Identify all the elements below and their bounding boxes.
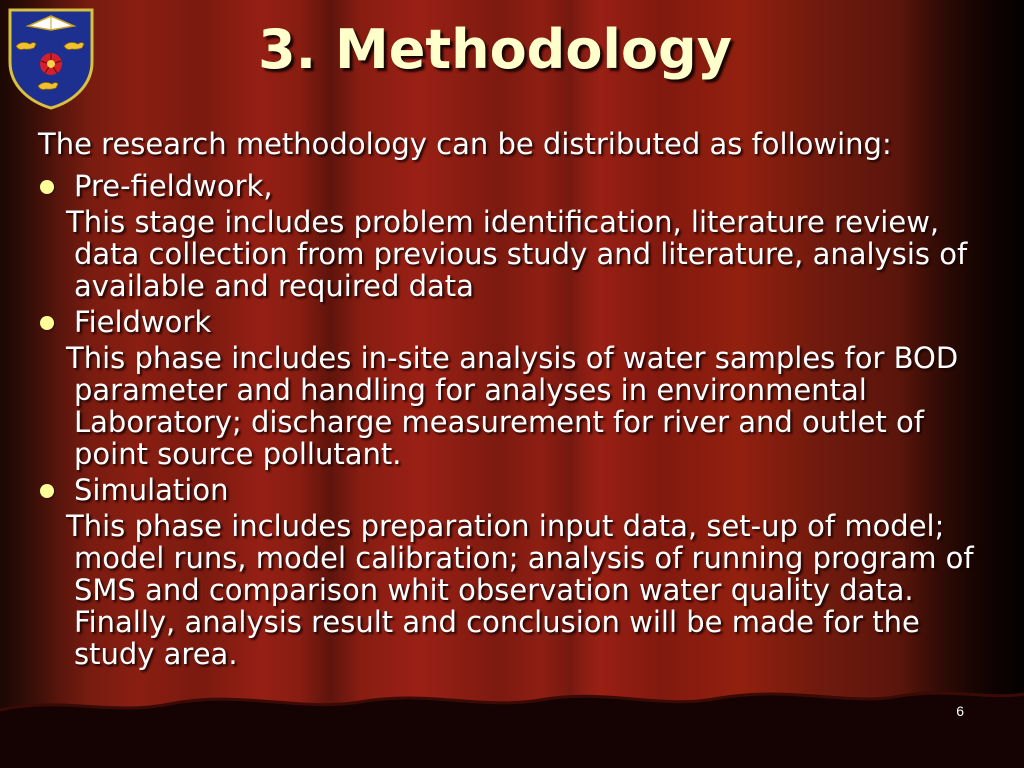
bullet-heading: Fieldwork	[74, 305, 212, 339]
stage-floor	[0, 676, 1024, 768]
intro-text: The research methodology can be distributed as following:	[38, 127, 892, 161]
bullet-description: This phase includes in-site analysis of water samples for BOD parameter and handling for analyses in environmental Laboratory; discharge measurement for river and outlet of point source pollutant.	[66, 341, 959, 471]
bullet-dot-icon	[40, 484, 54, 498]
page-number: 6	[956, 703, 964, 719]
bullet-dot-icon	[40, 180, 54, 194]
bullet-description: This phase includes preparation input data, set-up of model; model runs, model calibration; analysis of running program of SMS and comparison whit observation water quality data. Finally, analysis result and conclusion will be made for the study area.	[66, 509, 974, 671]
bullet-heading: Pre-fieldwork,	[74, 169, 273, 203]
bullet-description: This stage includes problem identification, literature review, data collection from previous study and literature, analysis of available and required data	[66, 205, 968, 303]
bullet-item-fieldwork	[38, 306, 978, 338]
slide-body	[38, 128, 978, 674]
bullet-item-simulation	[38, 474, 978, 506]
bullet-item-pre-fieldwork	[38, 170, 978, 202]
bullet-heading: Simulation	[74, 473, 229, 507]
bullet-dot-icon	[40, 316, 54, 330]
slide-title: 3. Methodology	[258, 18, 732, 81]
